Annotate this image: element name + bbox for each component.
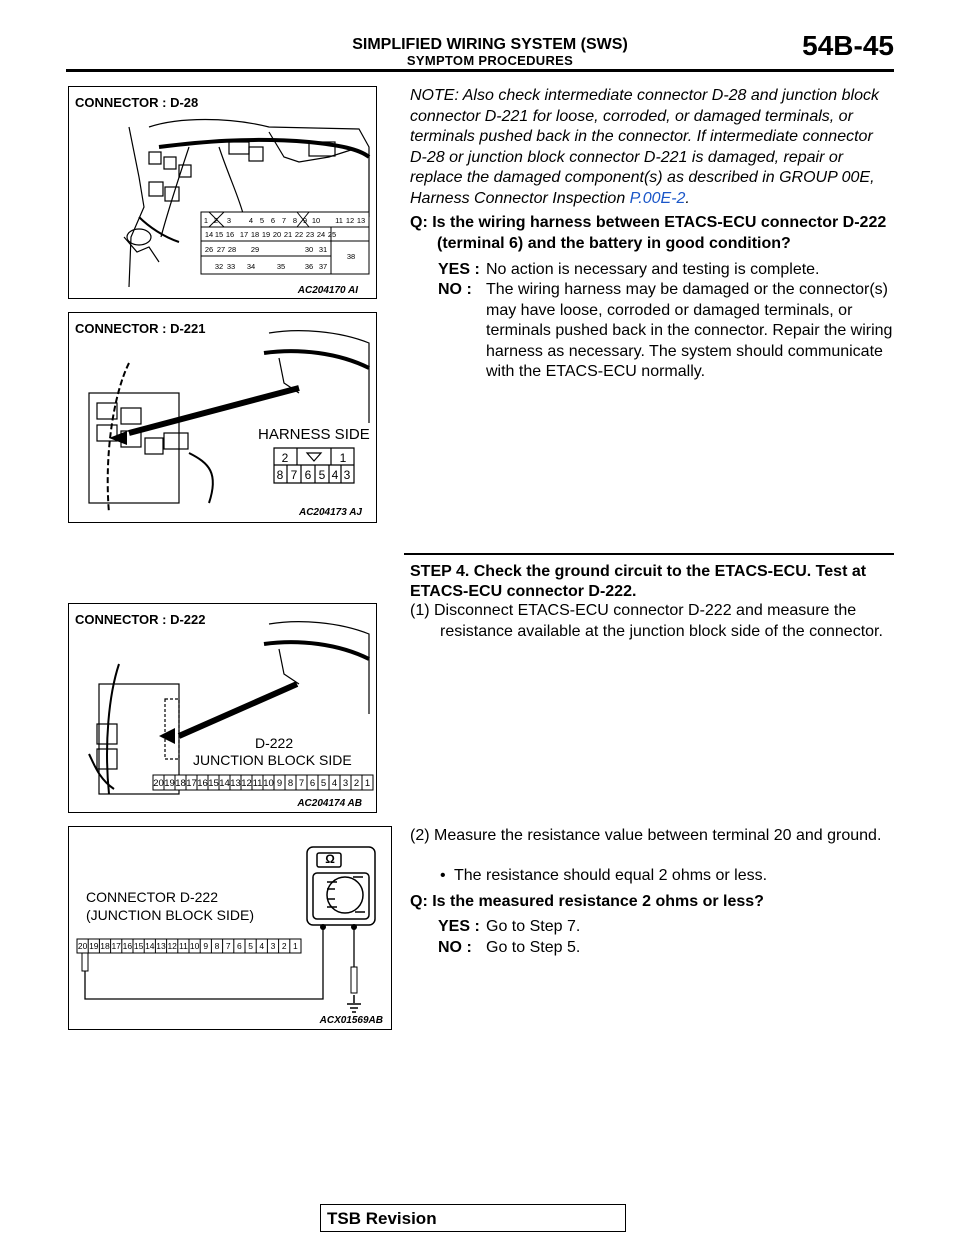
connector-d221-illustration <box>69 313 376 522</box>
pin-label: 1 <box>203 216 209 225</box>
pin-label: 17 <box>111 941 121 951</box>
note-text: NOTE: Also check intermediate connector D-28 and junction block connector D-221 for loose, corroded, or damaged terminals, or terminals pushed back in the connector. If intermediate connector D-28 or junction block connector D-221 is damaged, repair or replace the damaged component(s) as described in GROUP 00E, Harness Connector Inspection <box>410 87 879 207</box>
pin-label: 27 <box>216 245 226 254</box>
answer-text: No action is necessary and testing is complete. <box>486 261 820 278</box>
figure-connector-d221 <box>68 312 377 523</box>
figure-title: CONNECTOR : D-221 <box>75 321 206 336</box>
header-rule <box>66 69 894 72</box>
pin-label: 13 <box>156 941 166 951</box>
d222-label: D-222 <box>255 735 294 751</box>
bullet-text: The resistance should equal 2 ohms or less. <box>454 867 768 884</box>
pin-label: 6 <box>270 216 276 225</box>
pin-label: 14 <box>204 230 214 239</box>
pin-label: 9 <box>302 216 308 225</box>
pin-label: 3 <box>226 216 232 225</box>
pin-label: 15 <box>214 230 224 239</box>
question-1: Q: Is the wiring harness between ETACS-ECU connector D-222 (terminal 6) and the battery in good condition? <box>410 214 887 252</box>
section-title: SIMPLIFIED WIRING SYSTEM (SWS) <box>352 36 628 53</box>
pin-label: 3 <box>342 778 349 789</box>
pin-label: 7 <box>290 468 298 482</box>
figure-code: AC204174 AB <box>297 798 362 809</box>
pin-label: 35 <box>276 262 286 271</box>
connector-d222-label: CONNECTOR D-222 <box>86 889 218 905</box>
pin-label: 10 <box>263 778 274 789</box>
pin-label: 18 <box>250 230 260 239</box>
answer-text: Go to Step 5. <box>486 939 581 956</box>
pin-label: 16 <box>225 230 235 239</box>
pin-label: 1 <box>364 778 371 789</box>
pin-label: 8 <box>287 778 294 789</box>
pin-label: 11 <box>252 778 263 789</box>
answer-text: The wiring harness may be damaged or the connector(s) may have loose, corroded or damaged terminals, or terminals pushed back in the connector. Repair the wiring harness as necessary. The system should communicate with the ETACS-ECU normally. <box>486 281 893 380</box>
pin-label: 11 <box>178 941 188 951</box>
pin-label: 2 <box>213 216 219 225</box>
pin-label: 5 <box>259 216 265 225</box>
pin-label: 24 <box>316 230 326 239</box>
step-4-item-2: (2) Measure the resistance value between terminal 20 and ground. <box>410 827 882 844</box>
pin-label: 16 <box>197 778 208 789</box>
answer-key: YES : <box>438 918 480 935</box>
pin-label: 3 <box>343 468 351 482</box>
pin-label: 8 <box>276 468 284 482</box>
pin-label: 18 <box>100 941 110 951</box>
figure-code: AC204173 AJ <box>298 507 362 518</box>
pin-label: 32 <box>214 262 224 271</box>
note-end: . <box>685 189 690 207</box>
figure-code: AC204170 AI <box>297 285 358 296</box>
figure-connector-d28 <box>68 86 377 299</box>
pin-label: 20 <box>153 778 164 789</box>
pin-label: 14 <box>219 778 230 789</box>
pin-label: 21 <box>283 230 293 239</box>
pin-label: 15 <box>208 778 219 789</box>
note-paragraph <box>410 86 894 209</box>
pin-label: 6 <box>304 468 312 482</box>
pin-label: 1 <box>339 451 347 465</box>
pin-label: 10 <box>311 216 321 225</box>
pin-label: 2 <box>281 451 289 465</box>
junction-block-side-label: (JUNCTION BLOCK SIDE) <box>86 907 255 923</box>
pin-label: 5 <box>248 941 253 951</box>
pin-label: 7 <box>281 216 287 225</box>
pin-label: 34 <box>246 262 256 271</box>
pin-label: 6 <box>309 778 316 789</box>
pin-label: 25 <box>327 230 337 239</box>
reference-link[interactable]: P.00E-2 <box>629 189 686 207</box>
pin-label: 33 <box>226 262 236 271</box>
footer-label: TSB Revision <box>327 1209 437 1228</box>
pin-label: 14 <box>145 941 155 951</box>
pin-label: 23 <box>305 230 315 239</box>
figure-title: CONNECTOR : D-222 <box>75 612 206 627</box>
pin-label: 2 <box>281 941 287 951</box>
pin-label: 5 <box>320 778 327 789</box>
answer-key: NO : <box>438 939 472 956</box>
pin-label: 13 <box>230 778 241 789</box>
answer-key: YES : <box>438 261 480 278</box>
pin-label: 12 <box>167 941 177 951</box>
pin-label: 16 <box>122 941 133 951</box>
pin-label: 4 <box>331 778 338 789</box>
step-4-item-1: (1) Disconnect ETACS-ECU connector D-222 and measure the resistance available at the junction block side of the connector. <box>410 602 883 640</box>
answer-yes-1 <box>438 260 894 281</box>
pin-label: 30 <box>304 245 314 254</box>
junction-block-side-label: JUNCTION BLOCK SIDE <box>193 752 352 768</box>
pin-label: 11 <box>335 216 343 225</box>
connector-d222-illustration <box>69 604 376 812</box>
answer-yes-2 <box>438 917 894 938</box>
pin-label: 17 <box>239 230 249 239</box>
pin-label: 8 <box>292 216 298 225</box>
step-rule <box>404 553 894 555</box>
pin-label: 17 <box>186 778 197 789</box>
step-4-title: STEP 4. Check the ground circuit to the ETACS-ECU. Test at ETACS-ECU connector D-222. <box>410 563 867 600</box>
pin-label: 29 <box>250 245 260 254</box>
pin-label: 12 <box>345 216 355 225</box>
meter-symbol: Ω <box>325 852 335 866</box>
footer-box <box>320 1204 626 1232</box>
pin-label: 19 <box>89 941 99 951</box>
step-4-bullet: • The resistance should equal 2 ohms or less. <box>440 867 768 884</box>
pin-label: 18 <box>175 778 186 789</box>
pin-label: 4 <box>331 468 339 482</box>
pin-label: 20 <box>77 941 88 951</box>
pin-label: 31 <box>318 245 328 254</box>
figure-connector-d222 <box>68 603 377 813</box>
pin-label: 26 <box>204 245 214 254</box>
answer-no-1 <box>438 280 894 383</box>
section-subtitle: SYMPTOM PROCEDURES <box>406 53 574 68</box>
pin-label: 8 <box>214 941 220 951</box>
pin-label: 7 <box>298 778 305 789</box>
answer-no-2 <box>438 938 894 959</box>
pin-label: 6 <box>237 941 242 951</box>
question-2: Q: Is the measured resistance 2 ohms or less? <box>410 893 764 910</box>
pin-label: 13 <box>356 216 366 225</box>
pin-label: 28 <box>227 245 237 254</box>
answer-key: NO : <box>438 281 472 298</box>
connector-d28-illustration <box>69 87 376 298</box>
page-number: 54B-45 <box>802 30 894 61</box>
figure-title: CONNECTOR : D-28 <box>75 95 199 110</box>
ohmmeter-illustration <box>69 827 391 1029</box>
pin-label: 36 <box>304 262 314 271</box>
figure-ohmmeter-test <box>68 826 392 1030</box>
pin-label: 5 <box>318 468 326 482</box>
pin-label: 9 <box>203 941 209 951</box>
pin-label: 9 <box>276 778 283 789</box>
pin-label: 7 <box>225 941 231 951</box>
pin-label: 4 <box>248 216 254 225</box>
pin-label: 38 <box>346 252 356 261</box>
answer-text: Go to Step 7. <box>486 918 581 935</box>
pin-label: 19 <box>164 778 175 789</box>
pin-label: 4 <box>259 941 265 951</box>
pin-label: 15 <box>133 941 144 951</box>
pin-label: 10 <box>189 941 200 951</box>
pin-label: 1 <box>293 941 298 951</box>
pin-label: 20 <box>272 230 282 239</box>
pin-label: 2 <box>353 778 360 789</box>
pin-label: 22 <box>294 230 304 239</box>
pin-label: 19 <box>261 230 271 239</box>
pin-label: 12 <box>241 778 252 789</box>
pin-label: 37 <box>318 262 328 271</box>
figure-code: ACX01569AB <box>319 1015 383 1026</box>
pin-label: 3 <box>270 941 276 951</box>
harness-side-label: HARNESS SIDE <box>258 426 370 443</box>
